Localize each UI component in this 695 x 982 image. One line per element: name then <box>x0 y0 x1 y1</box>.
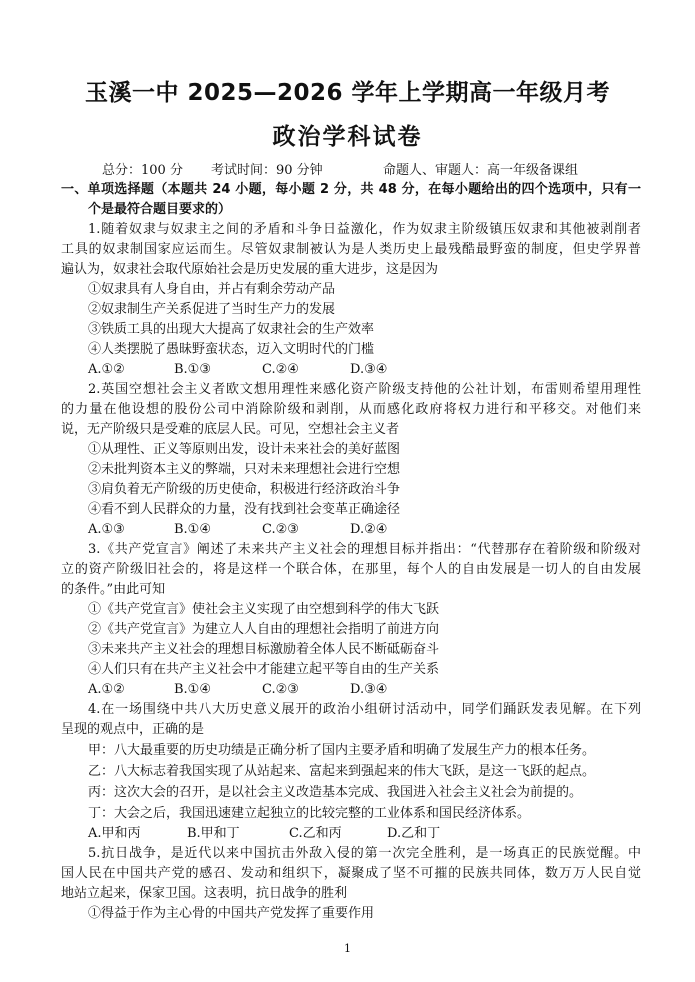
option-c: C.乙和丙 <box>289 826 342 841</box>
option-a: A.①③ <box>88 522 125 537</box>
q2-item: ②未批判资本主义的弊端，只对未来理想社会进行空想 <box>88 462 401 477</box>
option-b: B.①④ <box>174 682 211 697</box>
q3-item: ③未来共产主义社会的理想目标激励着全体人民不断砥砺奋斗 <box>88 642 440 657</box>
exam-title: 玉溪一中 2025—2026 学年上学期高一年级月考 <box>84 80 611 106</box>
page-number: 1 <box>344 942 351 955</box>
q1-stem: 1.随着奴隶与奴隶主之间的矛盾和斗争日益激化，作为奴隶主阶级镇压奴隶和其他被剥削者 <box>88 222 641 237</box>
q4-item: 丙：这次大会的召开，是以社会主义改造基本完成、我国进入社会主义社会为前提的。 <box>88 785 583 800</box>
q1-item: ④人类摆脱了愚昧野蛮状态，迈入文明时代的门槛 <box>88 342 375 357</box>
q5-stem: 地站立起来，保家卫国。这表明，抗日战争的胜利 <box>61 886 348 901</box>
q1-stem: 工具的奴隶制国家应运而生。尽管奴隶制被认为是人类历史上最残酷最野蛮的制度，但史学界普 <box>61 242 641 257</box>
section-heading: 一、单项选择题（本题共 24 小题，每小题 2 分，共 48 分，在每小题给出的四个选项中，只有一 <box>61 182 641 197</box>
exam-authors: 命题人、审题人：高一年级备课组 <box>383 163 579 178</box>
q5-stem: 国人民在中国共产党的感召、发动和组织下，凝聚成了坚不可摧的民族共同体，数万万人民自觉 <box>61 866 641 881</box>
q2-options <box>88 520 387 540</box>
option-b: B.①④ <box>174 522 211 537</box>
q5-stem: 5.抗日战争，是近代以来中国抗击外敌入侵的第一次完全胜利，是一场真正的民族觉醒。中 <box>88 846 641 861</box>
q1-item: ①奴隶具有人身自由，并占有剩余劳动产品 <box>88 282 336 297</box>
option-d: D.乙和丁 <box>387 826 441 841</box>
q3-options <box>88 680 387 700</box>
exam-subtitle: 政治学科试卷 <box>272 124 423 150</box>
option-a: A.①② <box>88 682 125 697</box>
q3-stem: 的条件。”由此可知 <box>61 582 166 597</box>
q3-item: ①《共产党宣言》使社会主义实现了由空想到科学的伟大飞跃 <box>88 602 440 617</box>
q3-stem: 立的资产阶级旧社会的，将是这样一个联合体，在那里，每个人的自由发展是一切人的自由发展 <box>61 562 641 577</box>
q2-item: ③肩负着无产阶级的历史使命，积极进行经济政治斗争 <box>88 482 401 497</box>
q4-stem: 呈现的观点中，正确的是 <box>61 722 205 737</box>
option-c: C.②④ <box>262 362 299 377</box>
option-d: D.③④ <box>350 362 388 377</box>
q2-stem: 2.英国空想社会主义者欧文想用理性来感化资产阶级支持他的公社计划，布雷则希望用理性 <box>88 382 641 397</box>
q4-stem: 4.在一场围绕中共八大历史意义展开的政治小组研讨活动中，同学们踊跃发表见解。在下列 <box>88 702 641 717</box>
exam-time: 考试时间：90 分钟 <box>211 163 323 178</box>
q4-item: 丁：大会之后，我国迅速建立起独立的比较完整的工业体系和国民经济体系。 <box>88 806 531 821</box>
option-c: C.②③ <box>262 522 299 537</box>
q2-item: ④看不到人民群众的力量，没有找到社会变革正确途径 <box>88 502 401 517</box>
q4-item: 乙：八大标志着我国实现了从站起来、富起来到强起来的伟大飞跃，是这一飞跃的起点。 <box>88 764 596 779</box>
q2-item: ①从理性、正义等原则出发，设计未来社会的美好蓝图 <box>88 442 401 457</box>
option-b: B.甲和丁 <box>187 826 240 841</box>
section-heading-cont: 个是最符合题目要求的） <box>88 202 232 217</box>
q1-item: ③铁质工具的出现大大提高了奴隶社会的生产效率 <box>88 322 375 337</box>
q5-item: ①得益于作为主心骨的中国共产党发挥了重要作用 <box>88 906 375 921</box>
q4-item: 甲：八大最重要的历史功绩是正确分析了国内主要矛盾和明确了发展生产力的根本任务。 <box>88 743 596 758</box>
q2-stem: 说，无产阶级只是受难的底层人民。可见，空想社会主义者 <box>61 422 400 437</box>
option-a: A.甲和丙 <box>88 826 141 841</box>
option-d: D.②④ <box>350 522 388 537</box>
q2-stem: 的力量在他设想的股份公司中消除阶级和剥削，从而感化政府将权力进行和平移交。对他们来 <box>61 402 641 417</box>
q4-options <box>88 824 440 844</box>
q1-options <box>88 360 387 380</box>
option-c: C.②③ <box>262 682 299 697</box>
option-b: B.①③ <box>174 362 211 377</box>
q3-item: ②《共产党宣言》为建立人人自由的理想社会指明了前进方向 <box>88 622 440 637</box>
q3-item: ④人们只有在共产主义社会中才能建立起平等自由的生产关系 <box>88 662 440 677</box>
q1-item: ②奴隶制生产关系促进了当时生产力的发展 <box>88 302 336 317</box>
q1-stem: 遍认为，奴隶社会取代原始社会是历史发展的重大进步，这是因为 <box>61 262 439 277</box>
option-d: D.③④ <box>350 682 388 697</box>
q3-stem: 3.《共产党宣言》阐述了未来共产主义社会的理想目标并指出：“代替那存在着阶级和阶级对 <box>88 542 641 557</box>
option-a: A.①② <box>88 362 125 377</box>
total-score: 总分：100 分 <box>102 163 183 178</box>
